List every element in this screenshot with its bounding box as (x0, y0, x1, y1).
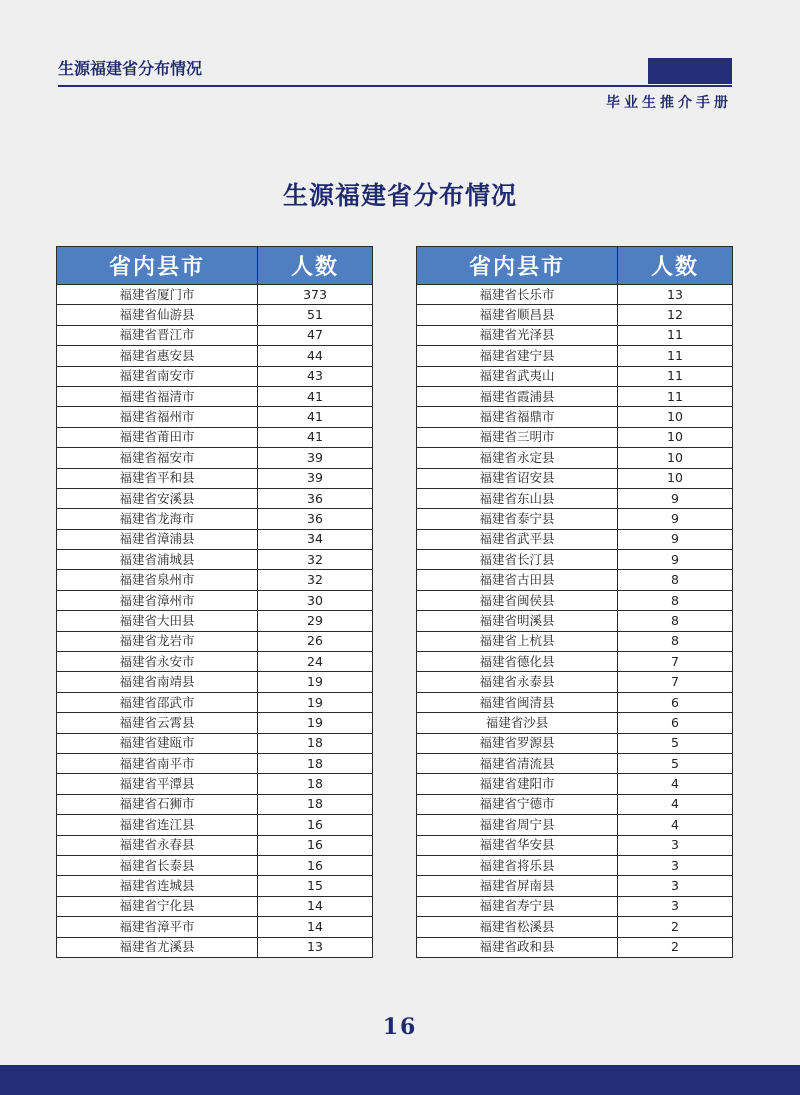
table-row (417, 529, 733, 549)
count-cell: 47 (258, 325, 373, 345)
region-cell: 福建省平潭县 (57, 774, 258, 794)
region-cell: 福建省平和县 (57, 468, 258, 488)
region-cell: 福建省上杭县 (417, 631, 618, 651)
count-cell: 11 (618, 386, 733, 406)
region-cell: 福建省德化县 (417, 652, 618, 672)
table-row (417, 794, 733, 814)
table-row (417, 407, 733, 427)
table-row (57, 631, 373, 651)
table-row (57, 876, 373, 896)
count-cell: 18 (258, 753, 373, 773)
table-row (417, 774, 733, 794)
table-row (417, 652, 733, 672)
table-row (417, 917, 733, 937)
table-row (57, 570, 373, 590)
table-row (57, 509, 373, 529)
region-cell: 福建省建宁县 (417, 346, 618, 366)
region-cell: 福建省古田县 (417, 570, 618, 590)
count-cell: 6 (618, 713, 733, 733)
region-cell: 福建省闽侯县 (417, 590, 618, 610)
table-row (57, 285, 373, 305)
region-cell: 福建省南平市 (57, 753, 258, 773)
table-row (417, 346, 733, 366)
table-row (417, 855, 733, 875)
region-cell: 福建省宁德市 (417, 794, 618, 814)
table-row (57, 733, 373, 753)
region-cell: 福建省云霄县 (57, 713, 258, 733)
table-row (417, 509, 733, 529)
count-cell: 2 (618, 937, 733, 957)
count-cell: 7 (618, 652, 733, 672)
table-row (417, 325, 733, 345)
count-cell: 44 (258, 346, 373, 366)
count-cell: 9 (618, 509, 733, 529)
table-row (417, 733, 733, 753)
region-cell: 福建省福清市 (57, 386, 258, 406)
table-row (57, 794, 373, 814)
count-cell: 5 (618, 733, 733, 753)
region-cell: 福建省寿宁县 (417, 896, 618, 916)
count-cell: 43 (258, 366, 373, 386)
count-cell: 8 (618, 611, 733, 631)
region-cell: 福建省莆田市 (57, 427, 258, 447)
table-row (417, 896, 733, 916)
table-row (57, 917, 373, 937)
table-row (417, 631, 733, 651)
count-cell: 5 (618, 753, 733, 773)
count-cell: 16 (258, 835, 373, 855)
count-cell: 18 (258, 794, 373, 814)
count-cell: 10 (618, 448, 733, 468)
table-row (417, 550, 733, 570)
count-cell: 24 (258, 652, 373, 672)
count-cell: 19 (258, 672, 373, 692)
count-cell: 14 (258, 917, 373, 937)
count-cell: 6 (618, 692, 733, 712)
count-cell: 41 (258, 407, 373, 427)
region-cell: 福建省周宁县 (417, 815, 618, 835)
table-row (57, 611, 373, 631)
table-row (57, 305, 373, 325)
count-cell: 12 (618, 305, 733, 325)
region-cell: 福建省漳州市 (57, 590, 258, 610)
table-row (417, 427, 733, 447)
region-cell: 福建省霞浦县 (417, 386, 618, 406)
table-row (417, 835, 733, 855)
count-cell: 36 (258, 488, 373, 508)
count-cell: 32 (258, 570, 373, 590)
distribution-table-right (416, 246, 733, 958)
region-cell: 福建省南安市 (57, 366, 258, 386)
count-cell: 19 (258, 692, 373, 712)
count-cell: 13 (258, 937, 373, 957)
count-cell: 2 (618, 917, 733, 937)
table-row (417, 672, 733, 692)
region-cell: 福建省泉州市 (57, 570, 258, 590)
table-row (417, 937, 733, 957)
region-cell: 福建省永泰县 (417, 672, 618, 692)
count-cell: 373 (258, 285, 373, 305)
count-cell: 26 (258, 631, 373, 651)
region-cell: 福建省福鼎市 (417, 407, 618, 427)
count-cell: 11 (618, 346, 733, 366)
region-cell: 福建省东山县 (417, 488, 618, 508)
count-cell: 3 (618, 876, 733, 896)
region-cell: 福建省建瓯市 (57, 733, 258, 753)
table-row (57, 407, 373, 427)
region-cell: 福建省福州市 (57, 407, 258, 427)
region-cell: 福建省闽清县 (417, 692, 618, 712)
region-cell: 福建省永春县 (57, 835, 258, 855)
count-cell: 3 (618, 835, 733, 855)
table-row (57, 774, 373, 794)
table-row (57, 753, 373, 773)
count-cell: 39 (258, 468, 373, 488)
footer-bar (0, 1065, 800, 1095)
table-row (57, 937, 373, 957)
table-row (417, 876, 733, 896)
page-number: 16 (382, 1014, 418, 1040)
region-cell: 福建省罗源县 (417, 733, 618, 753)
table-row (417, 753, 733, 773)
table-row (417, 611, 733, 631)
region-cell: 福建省漳平市 (57, 917, 258, 937)
region-cell: 福建省泰宁县 (417, 509, 618, 529)
table-row (417, 366, 733, 386)
region-cell: 福建省尤溪县 (57, 937, 258, 957)
column-header-count: 人数 (618, 247, 733, 285)
region-cell: 福建省大田县 (57, 611, 258, 631)
count-cell: 3 (618, 896, 733, 916)
table-row (57, 672, 373, 692)
region-cell: 福建省南靖县 (57, 672, 258, 692)
region-cell: 福建省连城县 (57, 876, 258, 896)
region-cell: 福建省武夷山 (417, 366, 618, 386)
table-row (57, 386, 373, 406)
region-cell: 福建省福安市 (57, 448, 258, 468)
count-cell: 16 (258, 815, 373, 835)
table-row (417, 386, 733, 406)
table-row (417, 448, 733, 468)
table-row (57, 815, 373, 835)
table-row (57, 488, 373, 508)
region-cell: 福建省屏南县 (417, 876, 618, 896)
table-row (417, 692, 733, 712)
column-header-region: 省内县市 (417, 247, 618, 285)
region-cell: 福建省将乐县 (417, 855, 618, 875)
region-cell: 福建省清流县 (417, 753, 618, 773)
region-cell: 福建省安溪县 (57, 488, 258, 508)
count-cell: 18 (258, 733, 373, 753)
table-row (57, 468, 373, 488)
count-cell: 41 (258, 386, 373, 406)
region-cell: 福建省顺昌县 (417, 305, 618, 325)
count-cell: 34 (258, 529, 373, 549)
header-accent-block (648, 58, 732, 84)
region-cell: 福建省光泽县 (417, 325, 618, 345)
region-cell: 福建省武平县 (417, 529, 618, 549)
count-cell: 32 (258, 550, 373, 570)
table-row (57, 835, 373, 855)
count-cell: 8 (618, 631, 733, 651)
region-cell: 福建省晋江市 (57, 325, 258, 345)
table-row (417, 590, 733, 610)
count-cell: 8 (618, 570, 733, 590)
region-cell: 福建省长泰县 (57, 855, 258, 875)
table-row (57, 896, 373, 916)
region-cell: 福建省石狮市 (57, 794, 258, 814)
count-cell: 15 (258, 876, 373, 896)
count-cell: 8 (618, 590, 733, 610)
distribution-table-left (56, 246, 373, 958)
region-cell: 福建省龙岩市 (57, 631, 258, 651)
count-cell: 9 (618, 550, 733, 570)
table-row (417, 305, 733, 325)
region-cell: 福建省诏安县 (417, 468, 618, 488)
table-header-row (57, 247, 373, 285)
table-row (57, 550, 373, 570)
table-header-row (417, 247, 733, 285)
count-cell: 10 (618, 468, 733, 488)
region-cell: 福建省连江县 (57, 815, 258, 835)
table-row (57, 855, 373, 875)
region-cell: 福建省漳浦县 (57, 529, 258, 549)
region-cell: 福建省明溪县 (417, 611, 618, 631)
count-cell: 18 (258, 774, 373, 794)
table-row (57, 692, 373, 712)
region-cell: 福建省厦门市 (57, 285, 258, 305)
region-cell: 福建省长汀县 (417, 550, 618, 570)
region-cell: 福建省永安市 (57, 652, 258, 672)
table-row (417, 468, 733, 488)
count-cell: 10 (618, 407, 733, 427)
count-cell: 11 (618, 325, 733, 345)
region-cell: 福建省惠安县 (57, 346, 258, 366)
table-row (417, 285, 733, 305)
count-cell: 39 (258, 448, 373, 468)
count-cell: 29 (258, 611, 373, 631)
count-cell: 14 (258, 896, 373, 916)
table-row (417, 570, 733, 590)
column-header-count: 人数 (258, 247, 373, 285)
table-row (57, 590, 373, 610)
region-cell: 福建省永定县 (417, 448, 618, 468)
count-cell: 4 (618, 815, 733, 835)
region-cell: 福建省长乐市 (417, 285, 618, 305)
table-row (57, 529, 373, 549)
region-cell: 福建省邵武市 (57, 692, 258, 712)
region-cell: 福建省宁化县 (57, 896, 258, 916)
table-row (417, 815, 733, 835)
count-cell: 19 (258, 713, 373, 733)
header-title: 生源福建省分布情况 (58, 59, 203, 78)
table-row (57, 325, 373, 345)
count-cell: 3 (618, 855, 733, 875)
table-row (57, 713, 373, 733)
count-cell: 9 (618, 529, 733, 549)
count-cell: 51 (258, 305, 373, 325)
region-cell: 福建省华安县 (417, 835, 618, 855)
count-cell: 11 (618, 366, 733, 386)
count-cell: 7 (618, 672, 733, 692)
table-row (57, 652, 373, 672)
region-cell: 福建省建阳市 (417, 774, 618, 794)
header-subtitle: 毕业生推介手册 (606, 95, 732, 111)
count-cell: 10 (618, 427, 733, 447)
count-cell: 13 (618, 285, 733, 305)
region-cell: 福建省仙游县 (57, 305, 258, 325)
count-cell: 4 (618, 774, 733, 794)
region-cell: 福建省沙县 (417, 713, 618, 733)
region-cell: 福建省三明市 (417, 427, 618, 447)
column-header-region: 省内县市 (57, 247, 258, 285)
table-row (417, 488, 733, 508)
table-row (57, 366, 373, 386)
table-row (57, 448, 373, 468)
page-title: 生源福建省分布情况 (282, 181, 517, 210)
count-cell: 41 (258, 427, 373, 447)
region-cell: 福建省政和县 (417, 937, 618, 957)
header-divider (58, 85, 732, 87)
region-cell: 福建省浦城县 (57, 550, 258, 570)
region-cell: 福建省松溪县 (417, 917, 618, 937)
table-row (417, 713, 733, 733)
count-cell: 36 (258, 509, 373, 529)
count-cell: 9 (618, 488, 733, 508)
table-row (57, 346, 373, 366)
count-cell: 30 (258, 590, 373, 610)
region-cell: 福建省龙海市 (57, 509, 258, 529)
count-cell: 16 (258, 855, 373, 875)
table-row (57, 427, 373, 447)
count-cell: 4 (618, 794, 733, 814)
